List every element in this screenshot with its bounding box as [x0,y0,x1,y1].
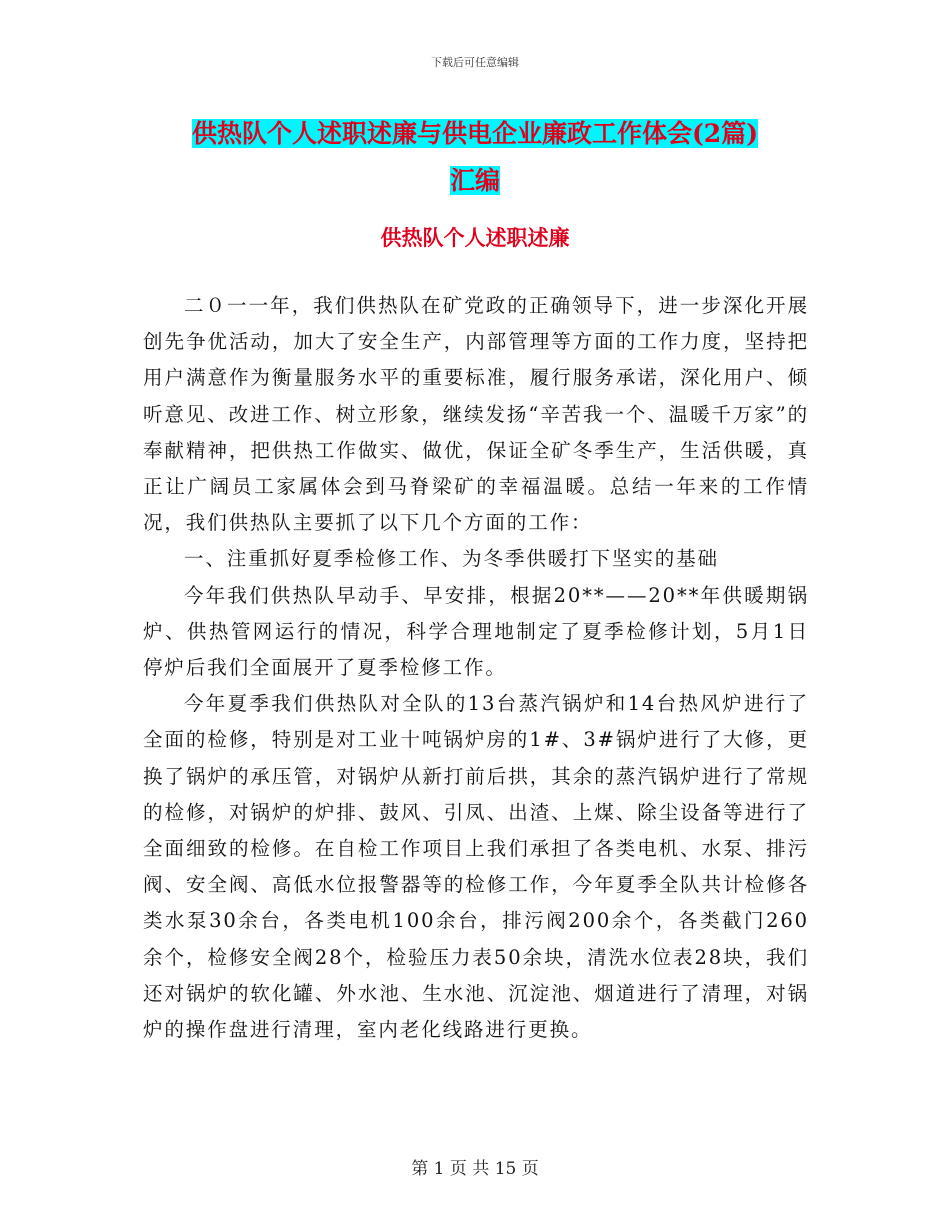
paragraph: 今年夏季我们供热队对全队的13台蒸汽锅炉和14台热风炉进行了全面的检修，特别是对工业十吨锅炉房的1#、3#锅炉进行了大修，更换了锅炉的承压管，对锅炉从新打前后拱，其余的蒸汽锅炉进行了常规的检修，对锅炉的炉排、鼓风、引凤、出渣、上煤、除尘设备等进行了全面细致的检修。在自检工作项目上我们承担了各类电机、水泵、排污阀、安全阀、高低水位报警器等的检修工作，今年夏季全队共计检修各类水泵30余台，各类电机100余台，排污阀200余个，各类截门260余个，检修安全阀28个，检验压力表50余块，清洗水位表28块，我们还对锅炉的软化罐、外水池、生水池、沉淀池、烟道进行了清理，对锅炉的操作盘进行清理，室内老化线路进行更换。 [143,692,809,1042]
section-heading: 供热队个人述职述廉 [380,225,570,250]
paragraph: 二０一一年，我们供热队在矿党政的正确领导下，进一步深化开展创先争优活动，加大了安全生产，内部管理等方面的工作力度，坚持把用户满意作为衡量服务水平的重要标准，履行服务承诺，深化用户、倾听意见、改进工作、树立形象，继续发扬“辛苦我一个、温暖千万家”的奉献精神，把供热工作做实、做优，保证全矿冬季生产，生活供暖，真正让广阔员工家属体会到马脊梁矿的幸福温暖。总结一年来的工作情况，我们供热队主要抓了以下几个方面的工作： [143,294,809,535]
document-title-line-2: 汇编 [449,166,500,195]
paragraph: 今年我们供热队早动手、早安排，根据20**——20**年供暖期锅炉、供热管网运行的情况，科学合理地制定了夏季检修计划，5月1日停炉后我们全面展开了夏季检修工作。 [143,583,809,680]
body-text [143,288,809,1048]
page-number: 第 1 页 共 15 页 [411,1159,539,1179]
header-note: 下载后可任意编辑 [431,56,519,69]
document-title-line-1: 供热队个人述职述廉与供电企业廉政工作体会(2篇) [191,119,759,148]
document-title [140,110,810,204]
paragraph: 一、注重抓好夏季检修工作、为冬季供暖打下坚实的基础 [183,547,719,571]
